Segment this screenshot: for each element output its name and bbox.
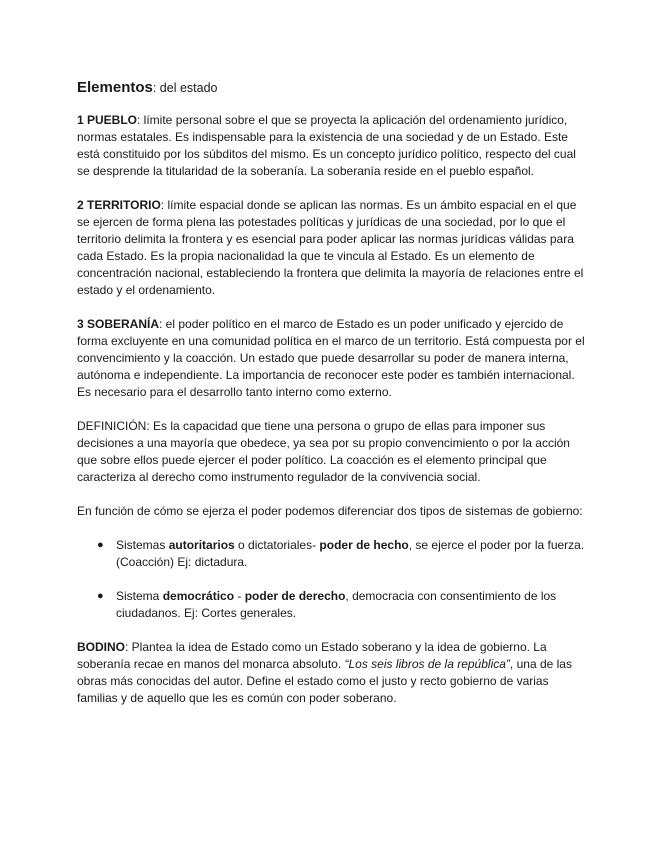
- bullet-text: , se ejerce el poder por la fuerza. (Coacción) Ej: dictadura.: [116, 538, 585, 569]
- paragraph-territorio: [77, 197, 585, 299]
- paragraph-soberania: [77, 316, 585, 401]
- label-pueblo: 1 PUEBLO: [77, 113, 138, 127]
- paragraph-intro-sistemas: En función de cómo se ejerza el poder podemos diferenciar dos tipos de sistemas de gobierno:: [77, 504, 583, 518]
- text-soberania: : el poder político en el marco de Estado es un poder unificado y ejercido de forma excluyente en una comunidad política en el marco de un territorio. Está compuesta por el convencimiento y la coacción. Un estado que puede desarrollar su poder de manera interna, autónoma e independiente. La importancia de reconocer este poder es también internacional. Es necesario para el desarrollo tanto interno como externo.: [77, 317, 585, 399]
- list-item: [77, 588, 585, 622]
- text-pueblo: : límite personal sobre el que se proyecta la aplicación del ordenamiento jurídico, normas estatales. Es indispensable para la existencia de una sociedad y de un Estado. Este está constituido por los súbditos del mismo. Es un concepto jurídico político, respecto del cual se desprende la titularidad de la soberanía. La soberanía reside en el pueblo español.: [77, 113, 576, 178]
- paragraph-pueblo: [77, 112, 585, 180]
- bullet-list: [77, 537, 585, 622]
- text-bodino-2: , una de las obras más conocidas del autor. Define el estado como el justo y recto gobierno de varias familias y de aquello que les es común con poder soberano.: [77, 657, 572, 705]
- label-soberania: 3 SOBERANÍA: [77, 317, 160, 331]
- bullet-icon: ●: [97, 539, 104, 551]
- title-bold: Elementos: [77, 79, 153, 96]
- text-territorio: : límite espacial donde se aplican las normas. Es un ámbito espacial en el que se ejercen de forma plena las potestades políticas y jurídicas de una sociedad, por lo que el territorio delimita la frontera y es esencial para poder aplicar las normas jurídicas válidas para cada Estado. Es la propia nacionalidad la que te vincula al Estado. Es un elemento de concentración nacional, estableciendo la frontera que delimita la mayoría de relaciones entre el estado y el ordenamiento.: [77, 198, 584, 297]
- paragraph-bodino: [77, 639, 585, 707]
- book-title-quote: “Los seis libros de la república”: [344, 657, 510, 671]
- bullet-text: Sistemas: [116, 538, 169, 552]
- bullet-text: o dictatoriales-: [234, 538, 320, 552]
- list-item: [77, 537, 585, 571]
- bullet-text: Sistema: [116, 589, 163, 603]
- title-rest: : del estado: [152, 81, 218, 95]
- text-bodino-1: : Plantea la idea de Estado como un Estado soberano y la idea de gobierno. La soberanía recae en manos del monarca absoluto.: [77, 640, 547, 671]
- bullet-bold: democrático: [162, 589, 235, 603]
- label-bodino: BODINO: [77, 640, 125, 654]
- bullet-text: , democracia con consentimiento de los ciudadanos. Ej: Cortes generales.: [116, 589, 557, 620]
- bullet-bold: poder de derecho: [244, 589, 346, 603]
- label-territorio: 2 TERRITORIO: [77, 198, 161, 212]
- bullet-bold: autoritarios: [168, 538, 235, 552]
- paragraph-definicion: DEFINICIÓN: Es la capacidad que tiene una persona o grupo de ellas para imponer sus decisiones a una mayoría que obedece, ya sea por su propio convencimiento o por la acción que sobre ellos puede ejercer el poder político. La coacción es el elemento principal que caracteriza al derecho como instrumento regulador de la convivencia social.: [77, 419, 570, 484]
- bullet-bold: poder de hecho: [319, 538, 409, 552]
- bullet-icon: ●: [97, 590, 104, 602]
- bullet-text: -: [234, 589, 245, 603]
- page-title: [77, 78, 585, 98]
